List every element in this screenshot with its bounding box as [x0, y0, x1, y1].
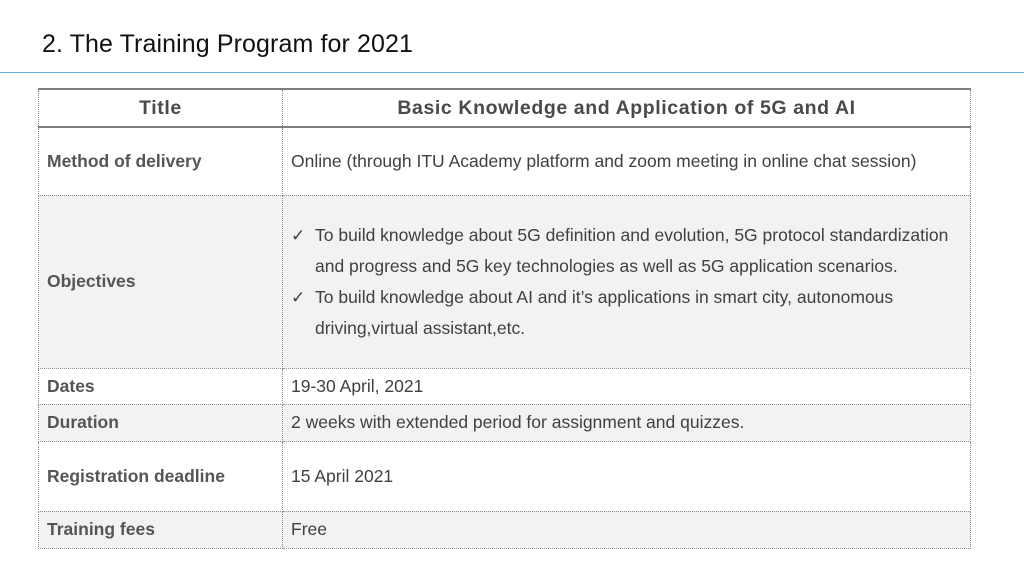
- dates-value: 19-30 April, 2021: [283, 368, 971, 404]
- fees-value: Free: [283, 511, 971, 548]
- objective-item: [291, 220, 962, 282]
- table-row-fees: [39, 511, 971, 548]
- objectives-list: [291, 220, 962, 344]
- fees-label: Training fees: [39, 511, 283, 548]
- header-label-cell: Title: [39, 89, 283, 127]
- table-row-objectives: [39, 195, 971, 368]
- objectives-value: [283, 195, 971, 368]
- table-row-dates: [39, 368, 971, 404]
- method-label: Method of delivery: [39, 127, 283, 195]
- check-icon: ✓: [291, 225, 306, 245]
- objective-text: To build knowledge about 5G definition and evolution, 5G protocol standardization and progress and 5G key technologies as well as 5G application scenarios.: [315, 224, 949, 276]
- duration-value: 2 weeks with extended period for assignment and quizzes.: [283, 404, 971, 441]
- duration-label: Duration: [39, 404, 283, 441]
- registration-label: Registration deadline: [39, 441, 283, 511]
- slide-title: 2. The Training Program for 2021: [42, 30, 413, 58]
- table-row-registration: [39, 441, 971, 511]
- objective-text: To build knowledge about AI and it’s applications in smart city, autonomous driving,virtual assistant,etc.: [315, 286, 894, 338]
- check-icon: ✓: [291, 287, 306, 307]
- objectives-label: Objectives: [39, 195, 283, 368]
- header-value-cell: Basic Knowledge and Application of 5G and AI: [283, 89, 971, 127]
- table-row-method: [39, 127, 971, 195]
- table-header-row: [39, 89, 971, 127]
- dates-label: Dates: [39, 368, 283, 404]
- title-divider: [0, 72, 1024, 73]
- objective-item: [291, 282, 962, 344]
- table-row-duration: [39, 404, 971, 441]
- training-program-table: [38, 88, 971, 549]
- registration-value: 15 April 2021: [283, 441, 971, 511]
- method-value: Online (through ITU Academy platform and zoom meeting in online chat session): [283, 127, 971, 195]
